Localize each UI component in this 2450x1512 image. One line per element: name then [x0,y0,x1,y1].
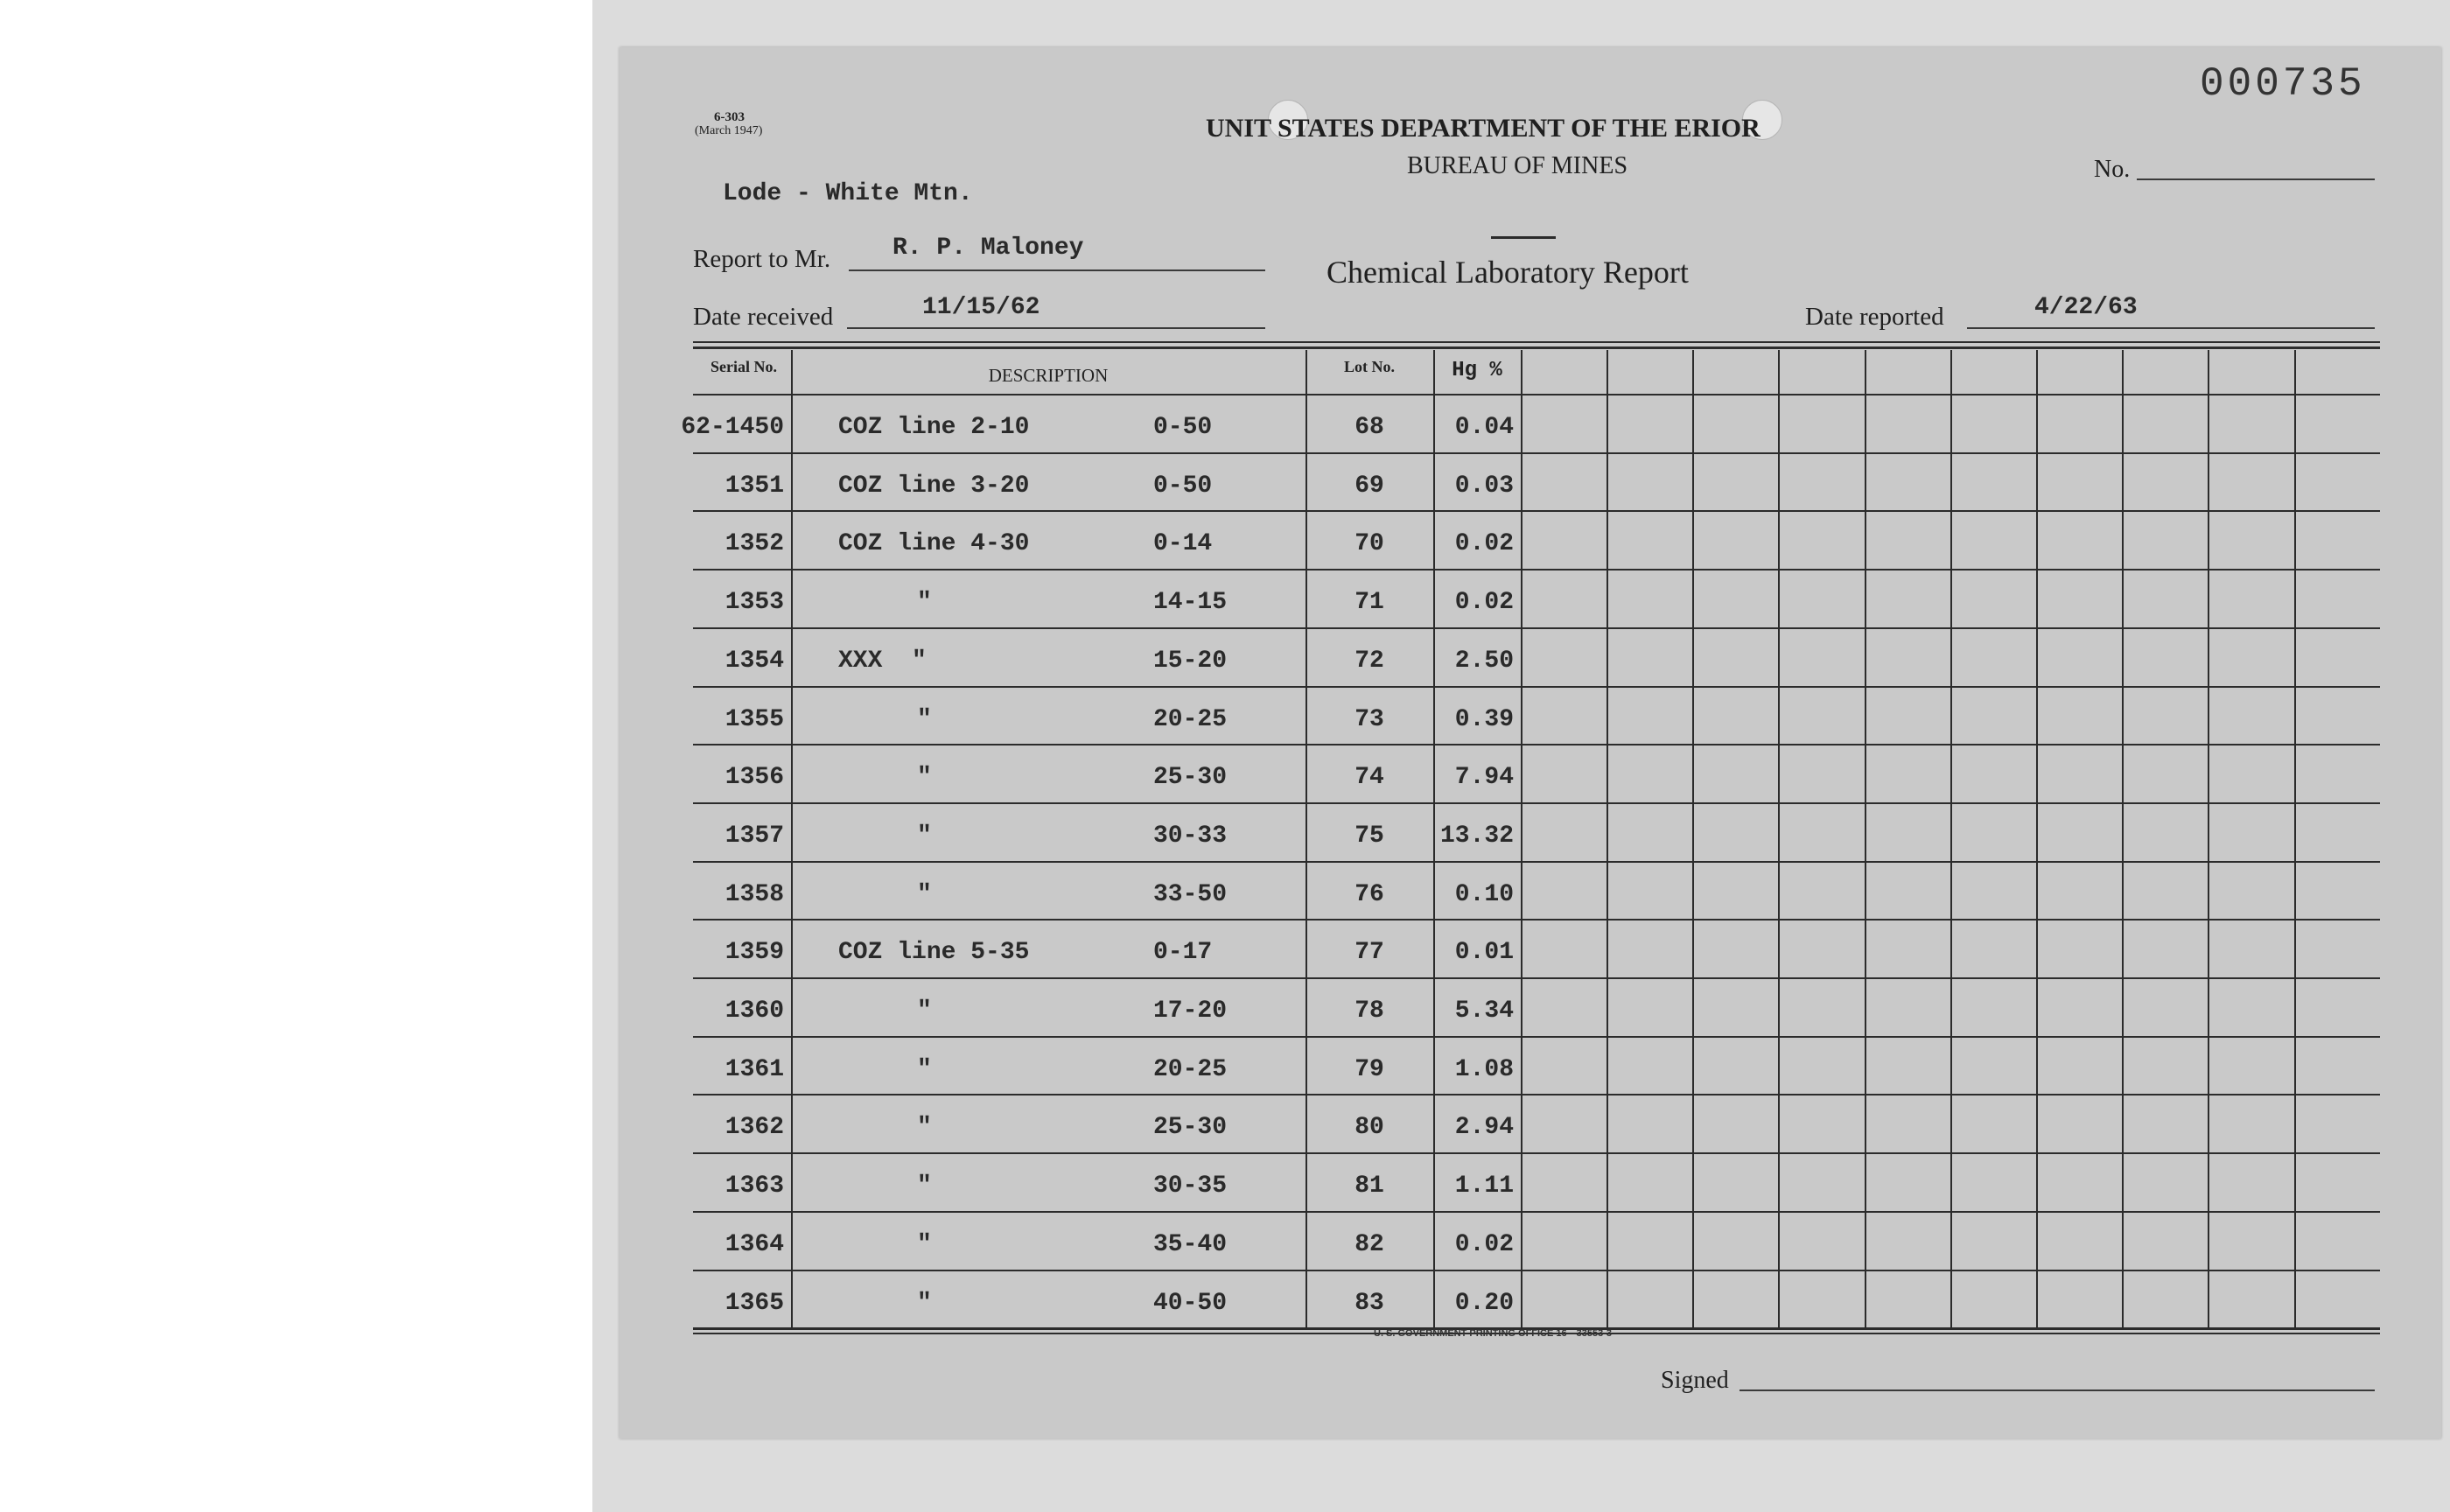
table-cell-hg: 0.20 [1454,1289,1514,1317]
table-cell-lot: 75 [1354,822,1384,850]
table-cell-interval: 17-20 [1153,998,1228,1025]
table-cell-lot: 72 [1354,647,1384,675]
table-cell-interval: 30-33 [1153,822,1228,850]
table-cell-description: " [917,1230,932,1258]
table-top-rule-outer [693,341,2380,343]
table-cell-serial: 1365 [724,1289,784,1317]
table-cell-serial: 1359 [724,939,784,967]
table-row-rule [693,452,2380,454]
no-label: No. [2094,156,2131,183]
table-cell-serial: 62-1450 [681,414,784,441]
table-cell-lot: 81 [1354,1172,1384,1200]
table-cell-hg: 0.39 [1454,705,1514,733]
date-received-value: 11/15/62 [922,294,1040,321]
column-divider-1 [791,350,793,1327]
table-cell-hg: 13.32 [1439,822,1514,850]
title-decoration-rule [1491,236,1556,239]
table-cell-description: XXX " [838,647,927,675]
table-cell-description: " [917,705,932,733]
table-cell-interval: 15-20 [1153,647,1228,675]
table-cell-description: " [917,998,932,1025]
date-received-label: Date received [693,303,834,331]
table-cell-serial: 1357 [724,822,784,850]
date-reported-value: 4/22/63 [2034,294,2138,321]
table-cell-serial: 1355 [724,705,784,733]
table-cell-description: " [917,1289,932,1317]
table-cell-description: " [917,589,932,617]
date-reported-line [1967,327,2375,329]
table-cell-interval: 20-25 [1153,1055,1228,1083]
table-cell-description: " [917,1114,932,1142]
table-row-rule [693,510,2380,512]
blank-column-divider [2294,350,2296,1327]
table-cell-hg: 0.02 [1454,1230,1514,1258]
header-description: DESCRIPTION [988,365,1109,386]
report-title: Chemical Laboratory Report [1326,255,1689,290]
table-row-rule [693,627,2380,629]
table-cell-interval: 40-50 [1153,1289,1228,1317]
table-header-rule [693,394,2380,396]
table-row-rule [693,744,2380,746]
form-date: (March 1947) [695,124,763,137]
table-cell-hg: 0.04 [1454,414,1514,441]
header-serial-no: Serial No. [710,358,777,375]
table-cell-hg: 1.11 [1454,1172,1514,1200]
no-field-line [2137,178,2375,180]
table-row-rule [693,802,2380,804]
column-divider-4 [1521,350,1522,1327]
date-received-line [847,327,1265,329]
table-cell-serial: 1354 [724,647,784,675]
table-cell-hg: 7.94 [1454,764,1514,792]
table-row-rule [693,569,2380,570]
table-cell-hg: 0.10 [1454,880,1514,908]
signature-line [1740,1390,2375,1391]
table-cell-serial: 1364 [724,1230,784,1258]
table-cell-description: COZ line 5-35 [838,939,1030,967]
blank-column-divider [2208,350,2209,1327]
blank-column-divider [2036,350,2038,1327]
table-cell-lot: 70 [1354,530,1384,558]
blank-column-divider [1778,350,1780,1327]
table-cell-serial: 1356 [724,764,784,792]
table-cell-lot: 77 [1354,939,1384,967]
table-cell-hg: 0.02 [1454,589,1514,617]
table-cell-serial: 1353 [724,589,784,617]
blank-column-divider [1865,350,1866,1327]
table-cell-lot: 79 [1354,1055,1384,1083]
table-cell-description: " [917,822,932,850]
table-row-rule [693,686,2380,688]
table-row-rule [693,861,2380,863]
table-cell-interval: 14-15 [1153,589,1228,617]
table-row-rule [693,1211,2380,1213]
table-cell-hg: 2.94 [1454,1114,1514,1142]
table-cell-description: " [917,1055,932,1083]
table-cell-description: COZ line 2-10 [838,414,1030,441]
table-cell-lot: 71 [1354,589,1384,617]
table-cell-description: COZ line 3-20 [838,472,1030,500]
form-number: 6-303 [714,110,745,124]
table-cell-lot: 80 [1354,1114,1384,1142]
table-cell-serial: 1362 [724,1114,784,1142]
table-cell-lot: 82 [1354,1230,1384,1258]
blank-column-divider [1606,350,1608,1327]
table-cell-interval: 25-30 [1153,764,1228,792]
table-cell-interval: 20-25 [1153,705,1228,733]
header-lot-no: Lot No. [1344,358,1395,375]
table-top-rule [693,346,2380,349]
table-cell-description: " [917,1172,932,1200]
blank-column-divider [1692,350,1694,1327]
table-cell-hg: 5.34 [1454,998,1514,1025]
report-to-label: Report to Mr. [693,245,831,273]
table-cell-lot: 83 [1354,1289,1384,1317]
report-to-line [849,270,1265,271]
blank-column-divider [2122,350,2124,1327]
bureau-title: BUREAU OF MINES [1407,152,1628,179]
table-cell-lot: 69 [1354,472,1384,500]
table-cell-serial: 1352 [724,530,784,558]
table-cell-interval: 0-17 [1153,939,1213,967]
table-cell-lot: 74 [1354,764,1384,792]
date-reported-label: Date reported [1805,303,1944,331]
table-cell-hg: 0.03 [1454,472,1514,500]
table-cell-lot: 76 [1354,880,1384,908]
table-cell-description: COZ line 4-30 [838,530,1030,558]
table-row-rule [693,977,2380,979]
table-cell-lot: 73 [1354,705,1384,733]
table-cell-description: " [917,764,932,792]
table-cell-lot: 68 [1354,414,1384,441]
table-cell-interval: 25-30 [1153,1114,1228,1142]
table-cell-interval: 33-50 [1153,880,1228,908]
table-cell-interval: 30-35 [1153,1172,1228,1200]
table-row-rule [693,1036,2380,1038]
table-cell-serial: 1363 [724,1172,784,1200]
table-cell-serial: 1351 [724,472,784,500]
table-cell-hg: 2.50 [1454,647,1514,675]
table-row-rule [693,919,2380,920]
table-cell-serial: 1360 [724,998,784,1025]
table-cell-interval: 0-50 [1153,414,1213,441]
table-cell-interval: 0-50 [1153,472,1213,500]
agency-title: UNIT STATES DEPARTMENT OF THE ERIOR [1206,114,1760,143]
table-cell-lot: 78 [1354,998,1384,1025]
table-row-rule [693,1094,2380,1096]
table-cell-hg: 1.08 [1454,1055,1514,1083]
signed-label: Signed [1661,1367,1729,1394]
table-cell-serial: 1358 [724,880,784,908]
table-cell-serial: 1361 [724,1055,784,1083]
printing-office-note: U. S. GOVERNMENT PRINTING OFFICE 16—33553-3 [1374,1328,1613,1339]
table-row-rule [693,1270,2380,1271]
blank-column-divider [1950,350,1952,1327]
table-cell-hg: 0.02 [1454,530,1514,558]
table-cell-interval: 35-40 [1153,1230,1228,1258]
lode-location: Lode - White Mtn. [723,180,973,207]
table-cell-hg: 0.01 [1454,939,1514,967]
laboratory-report-sheet [620,47,2441,1438]
document-number: 000735 [2200,61,2366,107]
table-cell-interval: 0-14 [1153,530,1213,558]
table-cell-description: " [917,880,932,908]
report-to-value: R. P. Maloney [892,234,1084,262]
header-hg-percent: Hg % [1452,359,1502,382]
table-row-rule [693,1152,2380,1154]
